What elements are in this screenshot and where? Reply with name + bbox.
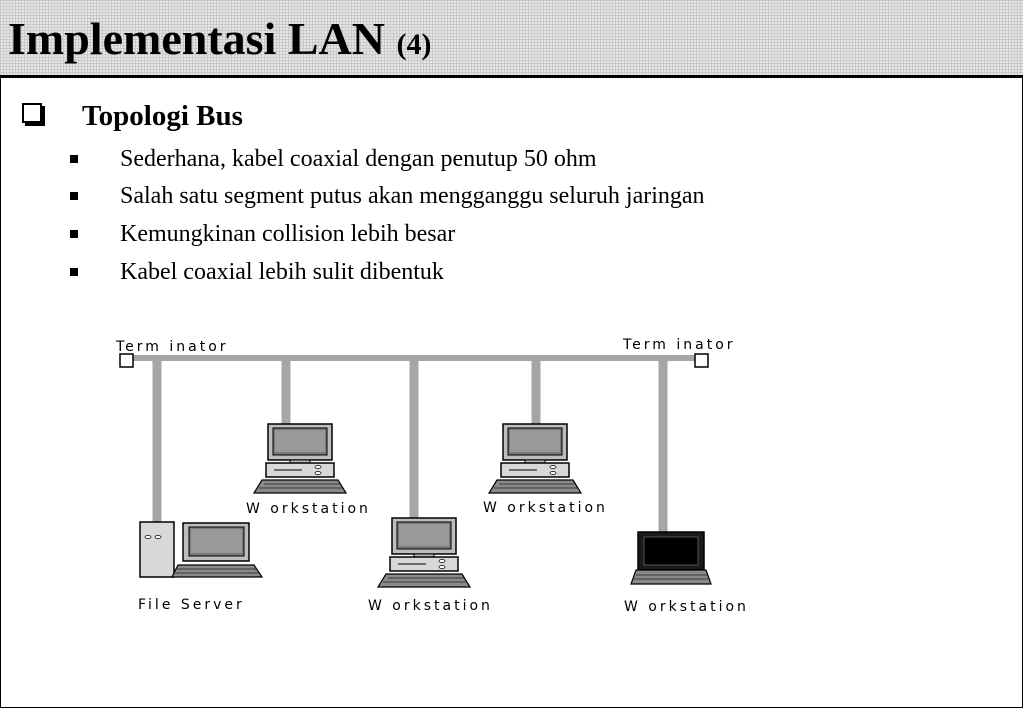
node-label: W orkstation [624, 599, 749, 615]
laptop-icon [631, 532, 711, 584]
bullet-text: Sederhana, kabel coaxial dengan penutup 50 ohm [120, 146, 597, 172]
file-server-icon [140, 522, 262, 577]
node-label: W orkstation [368, 598, 493, 614]
bullet-text: Salah satu segment putus akan mengganggu seluruh jaringan [120, 183, 705, 209]
terminator-label: Term inator [623, 337, 736, 353]
node-label: W orkstation [483, 500, 608, 516]
workstation-icon [378, 518, 470, 587]
terminator-label: Term inator [116, 339, 229, 355]
workstation-icon [489, 424, 581, 493]
terminator-icon [120, 354, 133, 367]
node-label: W orkstation [246, 501, 371, 517]
title-number: (4) [396, 28, 432, 61]
terminator-icon [695, 354, 708, 367]
bullet-text: Kabel coaxial lebih sulit dibentuk [120, 259, 444, 285]
title-text: Implementasi LAN [8, 13, 385, 64]
workstation-icon [254, 424, 346, 493]
node-label: File Server [138, 597, 245, 613]
bullet-text: Kemungkinan collision lebih besar [120, 221, 456, 247]
section-heading: Topologi Bus [82, 100, 243, 132]
